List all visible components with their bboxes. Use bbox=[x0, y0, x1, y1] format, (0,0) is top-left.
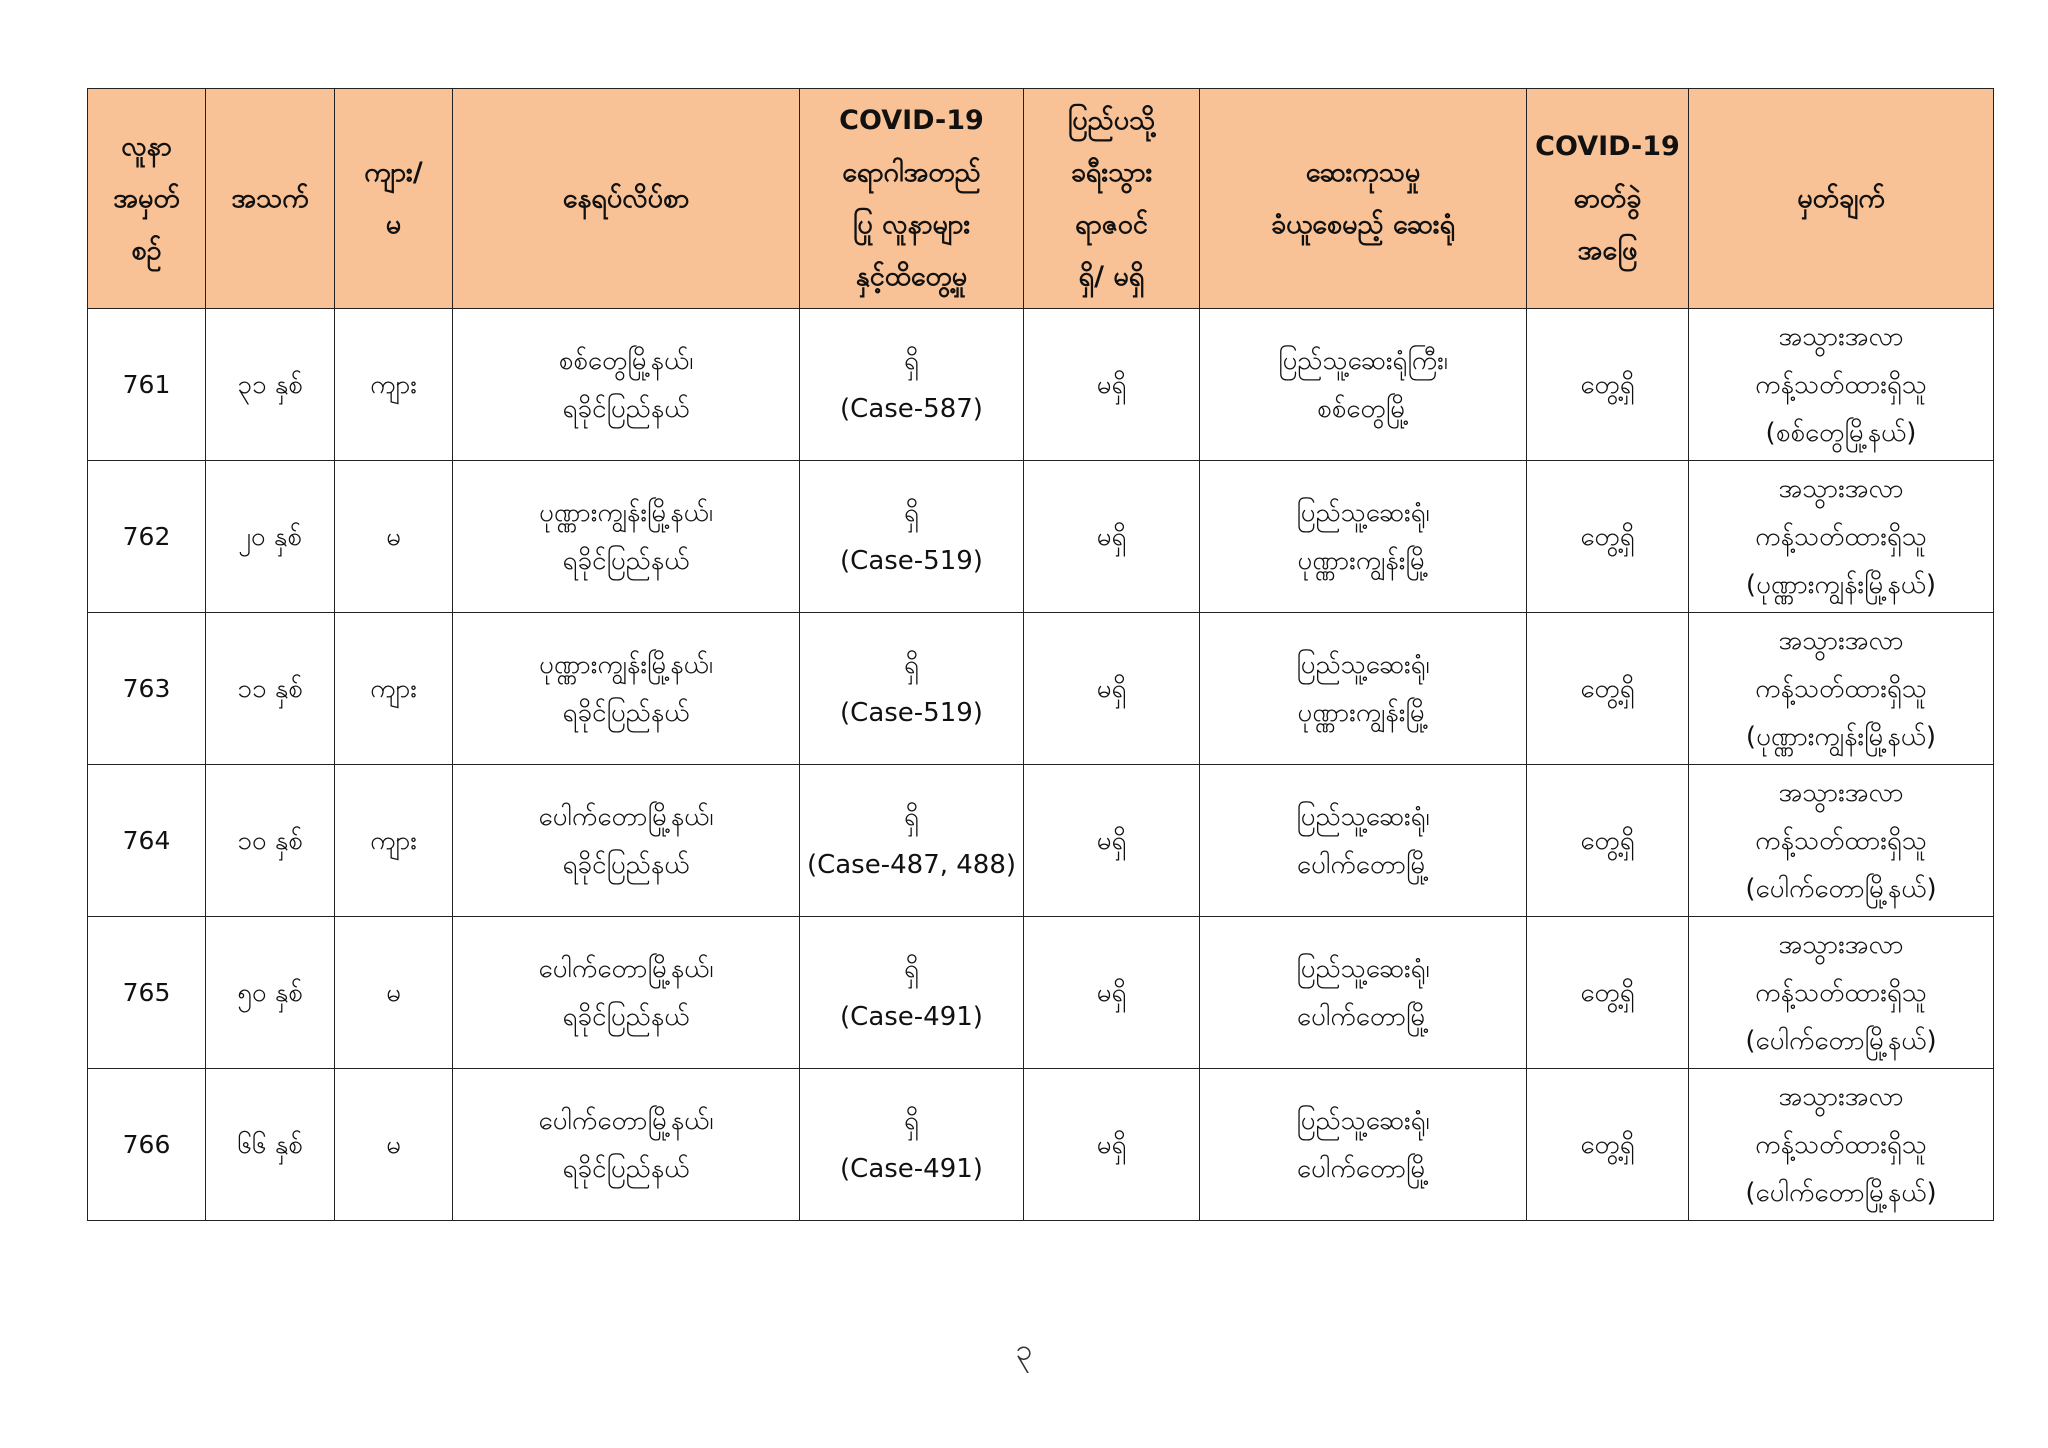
remark-cell bbox=[1689, 917, 1994, 1069]
age-cell: ၃၁ နှစ် bbox=[206, 309, 335, 461]
header-line: ပြည်ပသို့ bbox=[1067, 104, 1156, 136]
contact-cell-line: ရှိ bbox=[904, 953, 919, 984]
header-line: ခံယူစေမည့် ဆေးရုံ bbox=[1270, 208, 1456, 240]
hospital-cell bbox=[1200, 613, 1527, 765]
hospital-cell-line: ပြည်သူ့ဆေးရုံကြီး၊ bbox=[1278, 345, 1448, 376]
header-line: လူနာ bbox=[121, 130, 172, 162]
travel-history-cell: မရှိ bbox=[1024, 917, 1200, 1069]
header-case-number bbox=[88, 89, 206, 309]
case-number-cell: 764 bbox=[88, 765, 206, 917]
hospital-cell-line: ပေါက်တောမြို့ bbox=[1296, 1001, 1430, 1032]
address-cell bbox=[453, 1069, 800, 1221]
header-line: အမှတ် bbox=[113, 182, 180, 214]
sex-cell: ကျား bbox=[335, 613, 453, 765]
remark-cell-line: ကန့်သတ်ထားရှိသူ bbox=[1755, 825, 1927, 856]
address-cell-line: ပေါက်တောမြို့နယ်၊ bbox=[538, 1105, 714, 1136]
header-travel-history bbox=[1024, 89, 1200, 309]
remark-cell-line: အသွားအလာ bbox=[1778, 777, 1904, 808]
contact-cell-line: (Case-487, 488) bbox=[806, 849, 1017, 880]
case-table bbox=[87, 88, 1994, 1221]
hospital-cell bbox=[1200, 461, 1527, 613]
table-row bbox=[88, 309, 1994, 461]
hospital-cell bbox=[1200, 309, 1527, 461]
contact-cell-line: (Case-491) bbox=[840, 1153, 983, 1184]
contact-cell-line: (Case-519) bbox=[840, 545, 983, 576]
travel-history-cell: မရှိ bbox=[1024, 461, 1200, 613]
remark-cell-line: အသွားအလာ bbox=[1778, 625, 1904, 656]
header-age bbox=[206, 89, 335, 309]
header-line: နေရပ်လိပ်စာ bbox=[562, 182, 690, 214]
travel-history-cell: မရှိ bbox=[1024, 1069, 1200, 1221]
contact-cell-line: (Case-587) bbox=[840, 393, 983, 424]
remark-cell-line: (ပေါက်တောမြို့နယ်) bbox=[1745, 1025, 1937, 1056]
hospital-cell-line: ပြည်သူ့ဆေးရုံ၊ bbox=[1296, 953, 1430, 984]
sex-cell: မ bbox=[335, 461, 453, 613]
remark-cell-line: ကန့်သတ်ထားရှိသူ bbox=[1755, 369, 1927, 400]
contact-cell-line: ရှိ bbox=[904, 497, 919, 528]
table-body bbox=[88, 309, 1994, 1221]
header-line: နှင့်ထိတွေ့မှု bbox=[855, 260, 968, 292]
lab-result-cell: တွေ့ရှိ bbox=[1527, 309, 1689, 461]
address-cell-line: စစ်တွေမြို့နယ်၊ bbox=[558, 345, 694, 376]
header-row bbox=[88, 89, 1994, 309]
address-cell-line: ရခိုင်ပြည်နယ် bbox=[562, 1001, 690, 1032]
remark-cell-line: အသွားအလာ bbox=[1778, 1081, 1904, 1112]
table-row bbox=[88, 613, 1994, 765]
header-line: စဉ် bbox=[131, 234, 162, 266]
header-sex bbox=[335, 89, 453, 309]
age-cell: ၁၀ နှစ် bbox=[206, 765, 335, 917]
contact-cell bbox=[800, 613, 1024, 765]
hospital-cell-line: ပုဏ္ဏားကျွန်းမြို့ bbox=[1297, 545, 1429, 576]
sex-cell: ကျား bbox=[335, 309, 453, 461]
header-line: COVID-19 bbox=[1535, 130, 1680, 162]
case-number-cell: 762 bbox=[88, 461, 206, 613]
header-line: ရောဂါအတည် bbox=[842, 156, 981, 188]
header-line: ရှိ/ မရှိ bbox=[1078, 260, 1145, 292]
age-cell: ၂၀ နှစ် bbox=[206, 461, 335, 613]
travel-history-cell: မရှိ bbox=[1024, 309, 1200, 461]
case-number-cell: 766 bbox=[88, 1069, 206, 1221]
header-line: ဓာတ်ခွဲ bbox=[1573, 182, 1642, 214]
address-cell-line: ရခိုင်ပြည်နယ် bbox=[562, 1153, 690, 1184]
header-contact bbox=[800, 89, 1024, 309]
contact-cell-line: ရှိ bbox=[904, 801, 919, 832]
case-number-cell: 765 bbox=[88, 917, 206, 1069]
address-cell-line: ပေါက်တောမြို့နယ်၊ bbox=[538, 801, 714, 832]
address-cell-line: ပေါက်တောမြို့နယ်၊ bbox=[538, 953, 714, 984]
remark-cell-line: (ပေါက်တောမြို့နယ်) bbox=[1745, 1177, 1937, 1208]
address-cell-line: ပုဏ္ဏားကျွန်းမြို့နယ်၊ bbox=[539, 649, 713, 680]
header-line: ကျား/ bbox=[364, 156, 423, 188]
address-cell bbox=[453, 613, 800, 765]
travel-history-cell: မရှိ bbox=[1024, 765, 1200, 917]
contact-cell-line: ရှိ bbox=[904, 1105, 919, 1136]
header-line: ရာဇဝင် bbox=[1075, 208, 1148, 240]
remark-cell bbox=[1689, 309, 1994, 461]
address-cell-line: ရခိုင်ပြည်နယ် bbox=[562, 697, 690, 728]
lab-result-cell: တွေ့ရှိ bbox=[1527, 613, 1689, 765]
contact-cell-line: ရှိ bbox=[904, 345, 919, 376]
header-hospital bbox=[1200, 89, 1527, 309]
remark-cell-line: ကန့်သတ်ထားရှိသူ bbox=[1755, 1129, 1927, 1160]
remark-cell-line: (ပုဏ္ဏားကျွန်းမြို့နယ်) bbox=[1745, 721, 1937, 752]
contact-cell-line: (Case-491) bbox=[840, 1001, 983, 1032]
remark-cell-line: အသွားအလာ bbox=[1778, 929, 1904, 960]
contact-cell bbox=[800, 1069, 1024, 1221]
sex-cell: မ bbox=[335, 1069, 453, 1221]
remark-cell-line: အသွားအလာ bbox=[1778, 473, 1904, 504]
contact-cell-line: (Case-519) bbox=[840, 697, 983, 728]
header-remark bbox=[1689, 89, 1994, 309]
hospital-cell-line: ပြည်သူ့ဆေးရုံ၊ bbox=[1296, 497, 1430, 528]
header-line: ပြု လူနာများ bbox=[852, 208, 971, 240]
remark-cell bbox=[1689, 1069, 1994, 1221]
contact-cell bbox=[800, 917, 1024, 1069]
remark-cell-line: (ပေါက်တောမြို့နယ်) bbox=[1745, 873, 1937, 904]
remark-cell bbox=[1689, 613, 1994, 765]
table-row bbox=[88, 1069, 1994, 1221]
address-cell bbox=[453, 461, 800, 613]
header-address bbox=[453, 89, 800, 309]
header-lab-result bbox=[1527, 89, 1689, 309]
age-cell: ၁၁ နှစ် bbox=[206, 613, 335, 765]
address-cell-line: ပုဏ္ဏားကျွန်းမြို့နယ်၊ bbox=[539, 497, 713, 528]
hospital-cell-line: ပြည်သူ့ဆေးရုံ၊ bbox=[1296, 649, 1430, 680]
header-line: COVID-19 bbox=[839, 104, 984, 136]
age-cell: ၅၀ နှစ် bbox=[206, 917, 335, 1069]
remark-cell-line: (ပုဏ္ဏားကျွန်းမြို့နယ်) bbox=[1745, 569, 1937, 600]
hospital-cell-line: ပြည်သူ့ဆေးရုံ၊ bbox=[1296, 1105, 1430, 1136]
remark-cell-line: ကန့်သတ်ထားရှိသူ bbox=[1755, 673, 1927, 704]
hospital-cell bbox=[1200, 1069, 1527, 1221]
remark-cell-line: အသွားအလာ bbox=[1778, 321, 1904, 352]
hospital-cell-line: ပြည်သူ့ဆေးရုံ၊ bbox=[1296, 801, 1430, 832]
case-number-cell: 763 bbox=[88, 613, 206, 765]
sex-cell: မ bbox=[335, 917, 453, 1069]
remark-cell-line: ကန့်သတ်ထားရှိသူ bbox=[1755, 521, 1927, 552]
contact-cell bbox=[800, 461, 1024, 613]
header-line: ခရီးသွား bbox=[1070, 156, 1153, 188]
table-row bbox=[88, 461, 1994, 613]
age-cell: ၆၆ နှစ် bbox=[206, 1069, 335, 1221]
lab-result-cell: တွေ့ရှိ bbox=[1527, 917, 1689, 1069]
header-line: မ bbox=[385, 208, 402, 240]
header-line: အသက် bbox=[231, 182, 309, 214]
contact-cell-line: ရှိ bbox=[904, 649, 919, 680]
header-line: အဖြေ bbox=[1577, 234, 1638, 266]
hospital-cell bbox=[1200, 765, 1527, 917]
lab-result-cell: တွေ့ရှိ bbox=[1527, 1069, 1689, 1221]
travel-history-cell: မရှိ bbox=[1024, 613, 1200, 765]
table-row bbox=[88, 917, 1994, 1069]
address-cell-line: ရခိုင်ပြည်နယ် bbox=[562, 849, 690, 880]
address-cell bbox=[453, 309, 800, 461]
lab-result-cell: တွေ့ရှိ bbox=[1527, 461, 1689, 613]
hospital-cell bbox=[1200, 917, 1527, 1069]
address-cell bbox=[453, 917, 800, 1069]
lab-result-cell: တွေ့ရှိ bbox=[1527, 765, 1689, 917]
page-number: ၃ bbox=[1015, 1333, 1033, 1368]
hospital-cell-line: စစ်တွေမြို့ bbox=[1317, 393, 1409, 424]
remark-cell-line: (စစ်တွေမြို့နယ်) bbox=[1765, 417, 1917, 448]
remark-cell-line: ကန့်သတ်ထားရှိသူ bbox=[1755, 977, 1927, 1008]
sex-cell: ကျား bbox=[335, 765, 453, 917]
remark-cell bbox=[1689, 765, 1994, 917]
table-row bbox=[88, 765, 1994, 917]
header-line: မှတ်ချက် bbox=[1797, 182, 1885, 214]
address-cell-line: ရခိုင်ပြည်နယ် bbox=[562, 393, 690, 424]
case-number-cell: 761 bbox=[88, 309, 206, 461]
address-cell-line: ရခိုင်ပြည်နယ် bbox=[562, 545, 690, 576]
remark-cell bbox=[1689, 461, 1994, 613]
contact-cell bbox=[800, 309, 1024, 461]
header-line: ဆေးကုသမှု bbox=[1305, 156, 1421, 188]
address-cell bbox=[453, 765, 800, 917]
hospital-cell-line: ပေါက်တောမြို့ bbox=[1296, 849, 1430, 880]
hospital-cell-line: ပေါက်တောမြို့ bbox=[1296, 1153, 1430, 1184]
table-header bbox=[88, 89, 1994, 309]
hospital-cell-line: ပုဏ္ဏားကျွန်းမြို့ bbox=[1297, 697, 1429, 728]
contact-cell bbox=[800, 765, 1024, 917]
